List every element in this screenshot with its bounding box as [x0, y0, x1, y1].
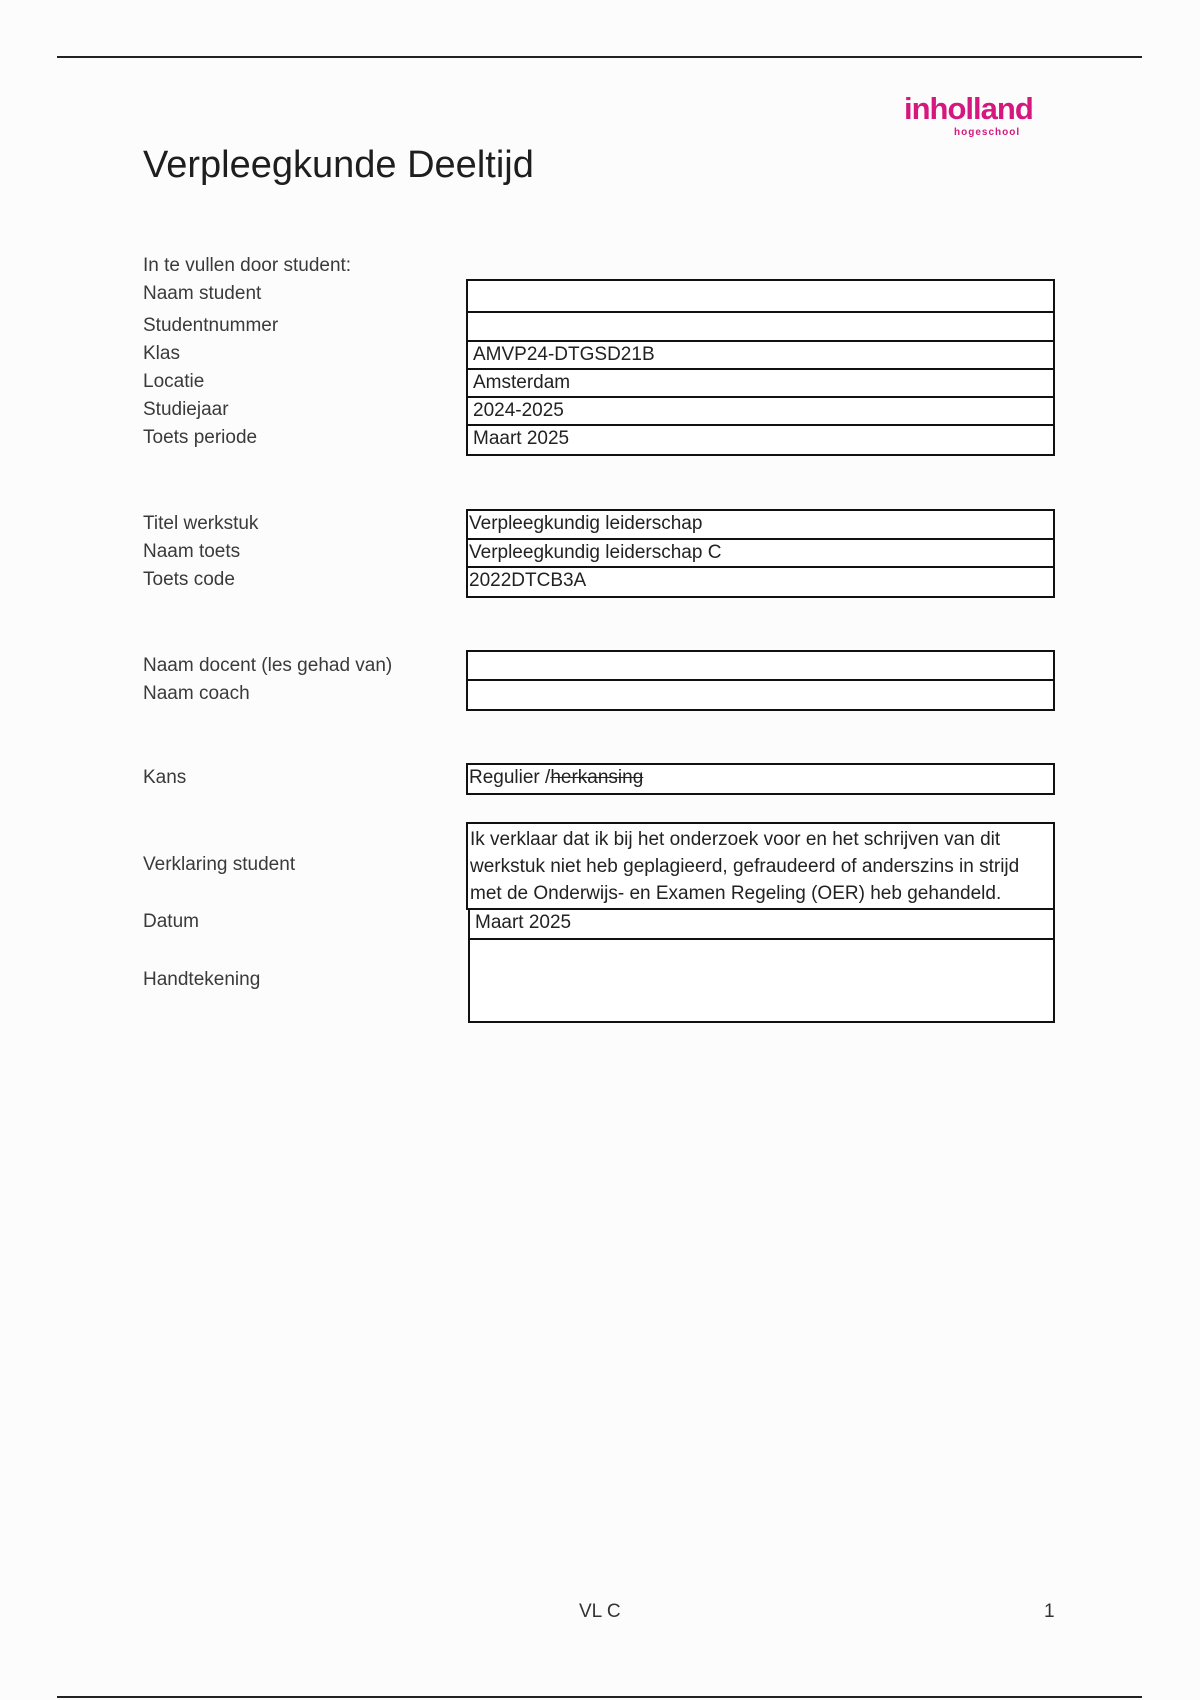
- label-studiejaar: Studiejaar: [143, 399, 229, 420]
- field-titel-werkstuk[interactable]: Verpleegkundig leiderschap: [466, 509, 1055, 540]
- label-verklaring: Verklaring student: [143, 854, 296, 875]
- field-studiejaar[interactable]: 2024-2025: [466, 396, 1055, 426]
- inholland-logo: [900, 92, 1060, 142]
- label-naam-student: Naam student: [143, 283, 262, 304]
- label-toets-code: Toets code: [143, 569, 235, 590]
- label-datum: Datum: [143, 911, 199, 932]
- field-klas[interactable]: AMVP24-DTGSD21B: [466, 340, 1055, 370]
- field-naam-toets[interactable]: Verpleegkundig leiderschap C: [466, 538, 1055, 568]
- label-titel-werkstuk: Titel werkstuk: [143, 513, 259, 534]
- label-naam-docent: Naam docent (les gehad van): [143, 655, 393, 676]
- kans-regulier: Regulier /: [469, 767, 551, 788]
- top-rule: [57, 56, 1142, 58]
- field-verklaring: Ik verklaar dat ik bij het onderzoek voor en het schrijven van dit werkstuk niet heb geplagieerd, gefraudeerd of anderszins in strijd met de Onderwijs- en Examen Regeling (OER) heb gehandeld.: [466, 822, 1055, 910]
- field-kans[interactable]: [466, 763, 1055, 795]
- page-number: 1: [1044, 1601, 1055, 1622]
- label-handtekening: Handtekening: [143, 969, 261, 990]
- field-handtekening[interactable]: [468, 938, 1055, 1023]
- label-kans: Kans: [143, 767, 187, 788]
- field-locatie[interactable]: Amsterdam: [466, 368, 1055, 398]
- label-locatie: Locatie: [143, 371, 205, 392]
- field-toets-periode[interactable]: Maart 2025: [466, 424, 1055, 456]
- field-studentnummer[interactable]: [466, 311, 1055, 342]
- label-naam-coach: Naam coach: [143, 683, 250, 704]
- bottom-rule: [57, 1696, 1142, 1698]
- field-toets-code[interactable]: 2022DTCB3A: [466, 566, 1055, 598]
- page-title: Verpleegkunde Deeltijd: [143, 144, 534, 186]
- logo-subtitle: hogeschool: [954, 127, 1021, 138]
- field-naam-docent[interactable]: [466, 650, 1055, 681]
- footer-center-text: VL C: [579, 1601, 621, 1622]
- section-header: In te vullen door student:: [143, 255, 352, 276]
- field-datum[interactable]: Maart 2025: [468, 908, 1055, 940]
- label-studentnummer: Studentnummer: [143, 315, 279, 336]
- field-naam-student[interactable]: [466, 279, 1055, 313]
- label-klas: Klas: [143, 343, 180, 364]
- kans-herkansing-struck: herkansing: [550, 767, 644, 788]
- label-naam-toets: Naam toets: [143, 541, 241, 562]
- label-toets-periode: Toets periode: [143, 427, 258, 448]
- field-naam-coach[interactable]: [466, 679, 1055, 711]
- logo-wordmark: inholland: [904, 91, 1033, 126]
